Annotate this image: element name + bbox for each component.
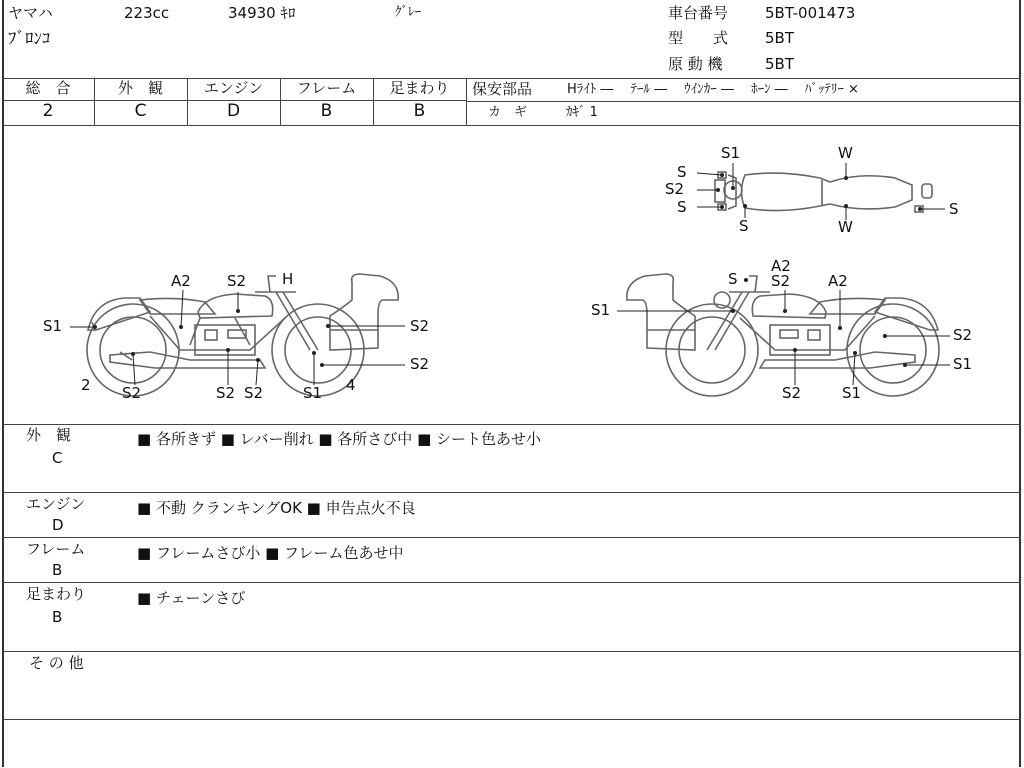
suspension-grade-label: 足まわり bbox=[389, 79, 450, 97]
frame-number-label: 車台番号 bbox=[668, 4, 729, 22]
damage-marker: S1 bbox=[842, 384, 862, 402]
exterior-grade: C bbox=[134, 101, 147, 121]
color: ｸﾞﾚｰ bbox=[395, 5, 421, 20]
maker: ヤマハ bbox=[8, 4, 53, 22]
damage-marker: H bbox=[282, 270, 294, 288]
damage-marker: S bbox=[739, 217, 749, 235]
note-grade-suspension: B bbox=[52, 608, 63, 626]
engine-grade: D bbox=[226, 101, 241, 121]
damage-diagram bbox=[0, 126, 1024, 424]
note-grade-exterior: C bbox=[52, 449, 63, 467]
engine-grade-label: エンジン bbox=[203, 79, 264, 97]
divider bbox=[466, 101, 1021, 102]
model-name: ﾌﾞﾛﾝｺ bbox=[8, 29, 51, 49]
key-label: カ ギ bbox=[488, 105, 528, 120]
damage-marker: S2 bbox=[122, 384, 142, 402]
note-grade-frame: B bbox=[52, 561, 63, 579]
note-label-exterior: 外 観 bbox=[26, 426, 72, 444]
overall-grade: 2 bbox=[42, 101, 54, 121]
frame-grade: B bbox=[320, 101, 333, 121]
damage-marker: A2 bbox=[171, 272, 191, 290]
damage-marker: S bbox=[677, 163, 687, 181]
divider bbox=[2, 424, 1021, 425]
damage-marker: S2 bbox=[665, 180, 685, 198]
divider bbox=[2, 719, 1021, 720]
engine-label: 原 動 機 bbox=[668, 55, 723, 73]
note-text-suspension: ■ チェーンさび bbox=[137, 589, 246, 607]
divider bbox=[2, 492, 1021, 493]
divider bbox=[2, 537, 1021, 538]
wheel-grade-front: 4 bbox=[346, 376, 356, 394]
displacement: 223cc bbox=[124, 4, 170, 22]
damage-marker: S2 bbox=[216, 384, 236, 402]
damage-marker: S2 bbox=[410, 317, 430, 335]
damage-marker: S1 bbox=[721, 144, 741, 162]
note-label-frame: フレーム bbox=[26, 540, 86, 558]
divider bbox=[2, 582, 1021, 583]
note-label-suspension: 足まわり bbox=[26, 585, 87, 603]
key-value: ｶｷﾞ 1 bbox=[566, 105, 598, 120]
type-value: 5BT bbox=[765, 29, 794, 47]
overall-label: 総 合 bbox=[25, 79, 71, 97]
note-text-engine: ■ 不動 クランキングOK ■ 申告点火不良 bbox=[137, 499, 416, 517]
note-text-frame: ■ フレームさび小 ■ フレーム色あせ中 bbox=[137, 544, 404, 562]
note-label-engine: エンジン bbox=[26, 495, 86, 513]
divider bbox=[2, 651, 1021, 652]
damage-marker: S2 bbox=[244, 384, 264, 402]
damage-marker: S1 bbox=[303, 384, 323, 402]
mileage: 34930 ｷﾛ bbox=[228, 4, 296, 22]
damage-marker: A2 bbox=[771, 257, 791, 275]
safety-parts-label: 保安部品 bbox=[472, 80, 533, 98]
damage-marker: S1 bbox=[953, 355, 973, 373]
bike-top-view bbox=[715, 172, 932, 212]
type-label: 型 式 bbox=[668, 29, 729, 47]
safety-parts-status: Hﾗｲﾄ ― ﾃｰﾙ ― ｳｲﾝｶｰ ― ﾎｰﾝ ― ﾊﾞｯﾃﾘｰ × bbox=[567, 82, 859, 97]
note-grade-engine: D bbox=[52, 516, 64, 534]
damage-marker: S1 bbox=[43, 317, 63, 335]
frame-number: 5BT-001473 bbox=[765, 4, 856, 22]
damage-marker: W bbox=[838, 218, 853, 236]
exterior-label: 外 観 bbox=[117, 79, 163, 97]
damage-marker: S2 bbox=[410, 355, 430, 373]
damage-marker: S bbox=[728, 270, 738, 288]
engine-value: 5BT bbox=[765, 55, 794, 73]
damage-marker: S bbox=[949, 200, 959, 218]
damage-marker: S bbox=[677, 198, 687, 216]
suspension-grade: B bbox=[413, 101, 426, 121]
damage-marker: S2 bbox=[227, 272, 247, 290]
frame-grade-label: フレーム bbox=[296, 79, 357, 97]
damage-marker: A2 bbox=[828, 272, 848, 290]
damage-marker: S2 bbox=[782, 384, 802, 402]
note-text-exterior: ■ 各所きず ■ レバー削れ ■ 各所さび中 ■ シート色あせ小 bbox=[137, 430, 542, 448]
damage-marker: S2 bbox=[771, 272, 791, 290]
damage-marker: S2 bbox=[953, 326, 973, 344]
note-label-other: そ の 他 bbox=[29, 654, 84, 672]
damage-marker: W bbox=[838, 144, 853, 162]
damage-marker: S1 bbox=[591, 301, 611, 319]
bike-right-view bbox=[627, 270, 939, 396]
wheel-grade-rear: 2 bbox=[81, 376, 91, 394]
